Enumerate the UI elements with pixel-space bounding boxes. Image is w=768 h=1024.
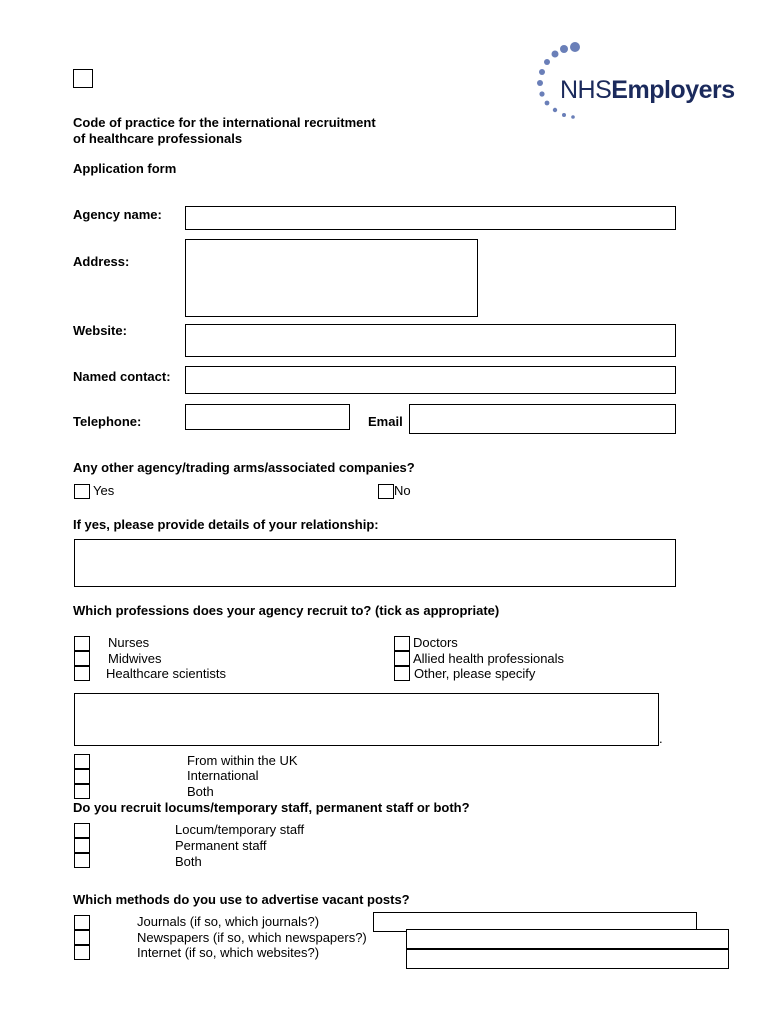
relationship-details-field[interactable]: [74, 539, 676, 587]
yes-checkbox[interactable]: [74, 484, 90, 499]
allied-health-checkbox[interactable]: [394, 651, 410, 666]
form-subtitle: Application form: [73, 161, 177, 176]
nurses-label: Nurses: [108, 635, 150, 650]
allied-health-label: Allied health professionals: [413, 651, 565, 666]
midwives-label: Midwives: [108, 651, 162, 666]
staff-both-checkbox[interactable]: [74, 853, 90, 868]
internet-label: Internet (if so, which websites?): [137, 945, 320, 960]
agency-name-label: Agency name:: [73, 207, 162, 222]
associated-companies-question: Any other agency/trading arms/associated companies?: [73, 460, 415, 475]
internet-checkbox[interactable]: [74, 945, 90, 960]
within-uk-checkbox[interactable]: [74, 754, 90, 769]
header-checkbox[interactable]: [73, 69, 93, 88]
website-label: Website:: [73, 323, 127, 338]
newspapers-field[interactable]: [406, 929, 729, 949]
nurses-checkbox[interactable]: [74, 636, 90, 651]
midwives-checkbox[interactable]: [74, 651, 90, 666]
origin-both-checkbox[interactable]: [74, 784, 90, 799]
named-contact-field[interactable]: [185, 366, 676, 394]
permanent-label: Permanent staff: [175, 838, 267, 853]
locum-checkbox[interactable]: [74, 823, 90, 838]
healthcare-scientists-checkbox[interactable]: [74, 666, 90, 681]
doctors-checkbox[interactable]: [394, 636, 410, 651]
logo-nhs-text: NHS: [560, 76, 612, 104]
journals-checkbox[interactable]: [74, 915, 90, 930]
email-label: Email: [368, 414, 403, 429]
telephone-label: Telephone:: [73, 414, 142, 429]
relationship-details-question: If yes, please provide details of your relationship:: [73, 517, 379, 532]
other-profession-label: Other, please specify: [414, 666, 536, 681]
other-profession-field[interactable]: [74, 693, 659, 746]
journals-label: Journals (if so, which journals?): [137, 914, 320, 929]
no-label: No: [394, 483, 411, 498]
newspapers-checkbox[interactable]: [74, 930, 90, 945]
origin-both-label: Both: [187, 784, 214, 799]
yes-label: Yes: [93, 483, 115, 498]
staff-type-question: Do you recruit locums/temporary staff, permanent staff or both?: [73, 800, 470, 815]
telephone-field[interactable]: [185, 404, 350, 430]
international-label: International: [187, 768, 259, 783]
permanent-checkbox[interactable]: [74, 838, 90, 853]
international-checkbox[interactable]: [74, 769, 90, 784]
logo-wordmark: [560, 76, 735, 105]
form-title-line1: Code of practice for the international recruitment: [73, 115, 376, 130]
trailing-period: .: [659, 731, 663, 746]
logo-employers-text: Employers: [611, 76, 735, 104]
no-checkbox[interactable]: [378, 484, 394, 499]
address-field[interactable]: [185, 239, 478, 317]
website-field[interactable]: [185, 324, 676, 357]
staff-both-label: Both: [175, 854, 202, 869]
nhs-employers-logo: [528, 38, 738, 130]
internet-field[interactable]: [406, 949, 729, 969]
advertising-question: Which methods do you use to advertise vacant posts?: [73, 892, 410, 907]
within-uk-label: From within the UK: [187, 753, 298, 768]
healthcare-scientists-label: Healthcare scientists: [106, 666, 226, 681]
locum-label: Locum/temporary staff: [175, 822, 305, 837]
address-label: Address:: [73, 254, 130, 269]
named-contact-label: Named contact:: [73, 369, 171, 384]
professions-question: Which professions does your agency recruit to? (tick as appropriate): [73, 603, 500, 618]
other-profession-checkbox[interactable]: [394, 666, 410, 681]
email-field[interactable]: [409, 404, 676, 434]
form-title-line2: of healthcare professionals: [73, 131, 243, 146]
doctors-label: Doctors: [413, 635, 458, 650]
newspapers-label: Newspapers (if so, which newspapers?): [137, 930, 367, 945]
agency-name-field[interactable]: [185, 206, 676, 230]
